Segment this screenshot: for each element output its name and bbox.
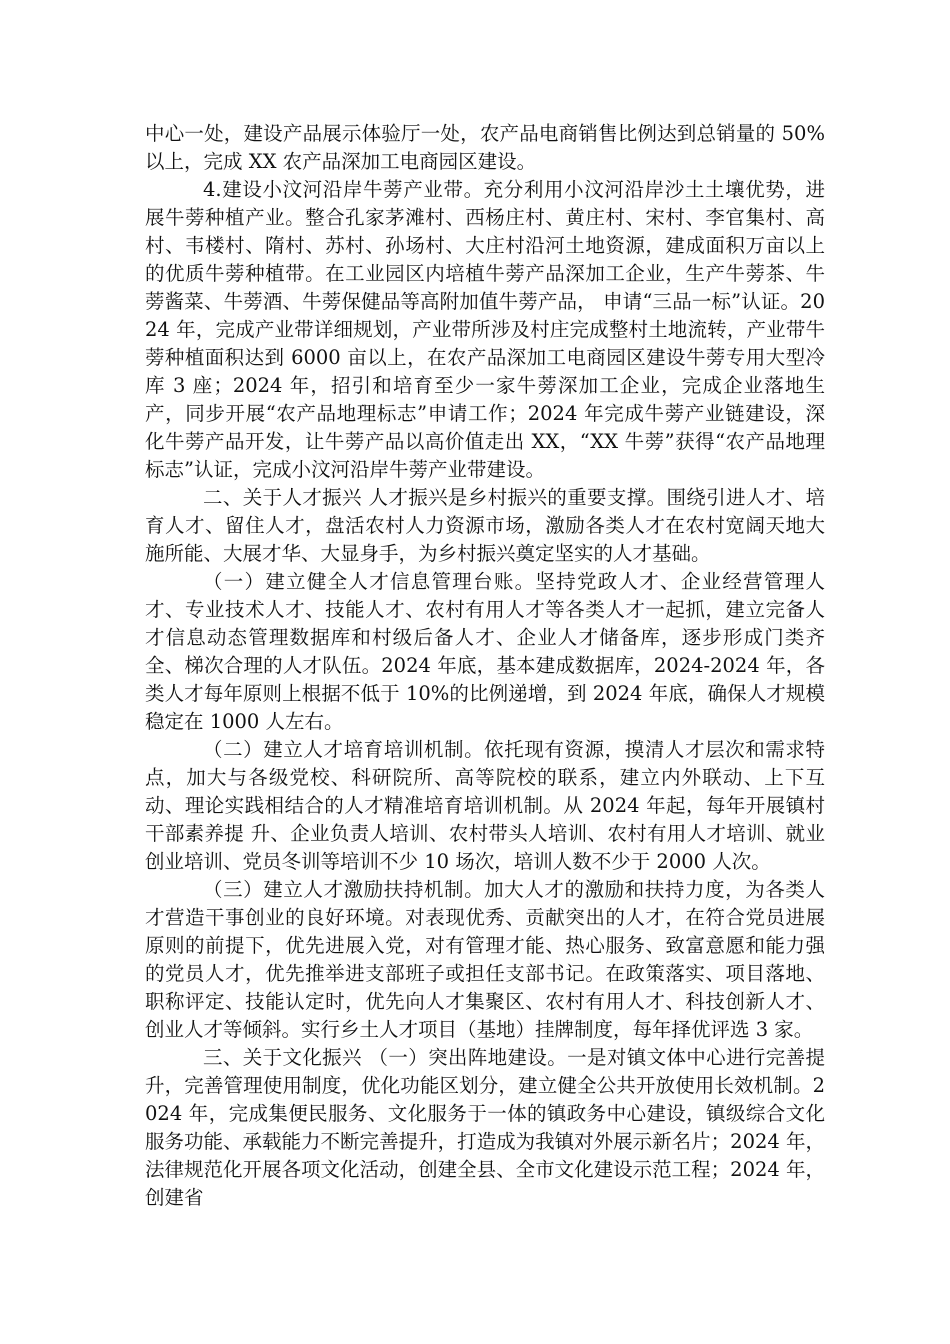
paragraph-burdock-industry-belt: 4.建设小汶河沿岸牛蒡产业带。充分利用小汶河沿岸沙土土壤优势，进展牛蒡种植产业。整合孔家茅滩村、西杨庄村、黄庄村、宋村、李官集村、高村、韦楼村、隋村、苏村、孙场村、大庄村沿河土地资源，建成面积万亩以上的优质牛蒡种植带。在工业园区内培植牛蒡产品深加工企业，生产牛蒡茶、牛蒡酱菜、牛蒡酒、牛蒡保健品等高附加值牛蒡产品， 申请“三品一标”认证。2024 年，完成产业带详细规划，产业带所涉及村庄完成整村土地流转，产业带牛蒡种植面积达到 6000 亩以上，在农产品深加工电商园区建设牛蒡专用大型冷库 3 座；2024 年，招引和培育至少一家牛蒡深加工企业，完成企业落地生产，同步开展“农产品地理标志”申请工作；2024 年完成牛蒡产业链建设，深化牛蒡产品开发，让牛蒡产品以高价值走出 XX，“XX 牛蒡”获得“农产品地理标志”认证，完成小汶河沿岸牛蒡产业带建设。 bbox=[145, 178, 825, 481]
document-page bbox=[145, 120, 825, 1212]
paragraph-continuation: 中心一处，建设产品展示体验厅一处，农产品电商销售比例达到总销量的 50%以上，完成 XX 农产品深加工电商园区建设。 bbox=[145, 122, 825, 173]
paragraph-talent-incentive: （三）建立人才激励扶持机制。加大人才的激励和扶持力度，为各类人才营造干事创业的良好环境。对表现优秀、贡献突出的人才，在符合党员进展原则的前提下，优先进展入党，对有管理才能、热心服务、致富意愿和能力强的党员人才，优先推举进支部班子或担任支部书记。在政策落实、项目落地、职称评定、技能认定时，优先向人才集聚区、农村有用人才、科技创新人才、创业人才等倾斜。实行乡土人才项目（基地）挂牌制度，每年择优评选 3 家。 bbox=[145, 878, 825, 1041]
paragraph-talent-revitalization: 二、关于人才振兴 人才振兴是乡村振兴的重要支撑。围绕引进人才、培育人才、留住人才，盘活农村人力资源市场，激励各类人才在农村宽阔天地大施所能、大展才华、大显身手，为乡村振兴奠定坚实的人才基础。 bbox=[145, 486, 825, 565]
paragraph-culture-revitalization: 三、关于文化振兴 （一）突出阵地建设。一是对镇文体中心进行完善提升，完善管理使用制度，优化功能区划分，建立健全公共开放使用长效机制。2024 年，完成集便民服务、文化服务于一体的镇政务中心建设，镇级综合文化服务功能、承载能力不断完善提升，打造成为我镇对外展示新名片；2024 年，法律规范化开展各项文化活动，创建全县、全市文化建设示范工程；2024 年，创建省 bbox=[145, 1046, 825, 1209]
paragraph-talent-ledger: （一）建立健全人才信息管理台账。坚持党政人才、企业经营管理人才、专业技术人才、技能人才、农村有用人才等各类人才一起抓，建立完备人才信息动态管理数据库和村级后备人才、企业人才储备库，逐步形成门类齐全、梯次合理的人才队伍。2024 年底，基本建成数据库，2024-2024 年，各类人才每年原则上根据不低于 10%的比例递增，到 2024 年底，确保人才规模稳定在 1000 人左右。 bbox=[145, 570, 825, 733]
paragraph-talent-training: （二）建立人才培育培训机制。依托现有资源，摸清人才层次和需求特点，加大与各级党校、科研院所、高等院校的联系，建立内外联动、上下互动、理论实践相结合的人才精准培育培训机制。从 2024 年起，每年开展镇村干部素养提 升、企业负责人培训、农村带头人培训、农村有用人才培训、就业创业培训、党员冬训等培训不少 10 场次，培训人数不少于 2000 人次。 bbox=[145, 738, 825, 873]
